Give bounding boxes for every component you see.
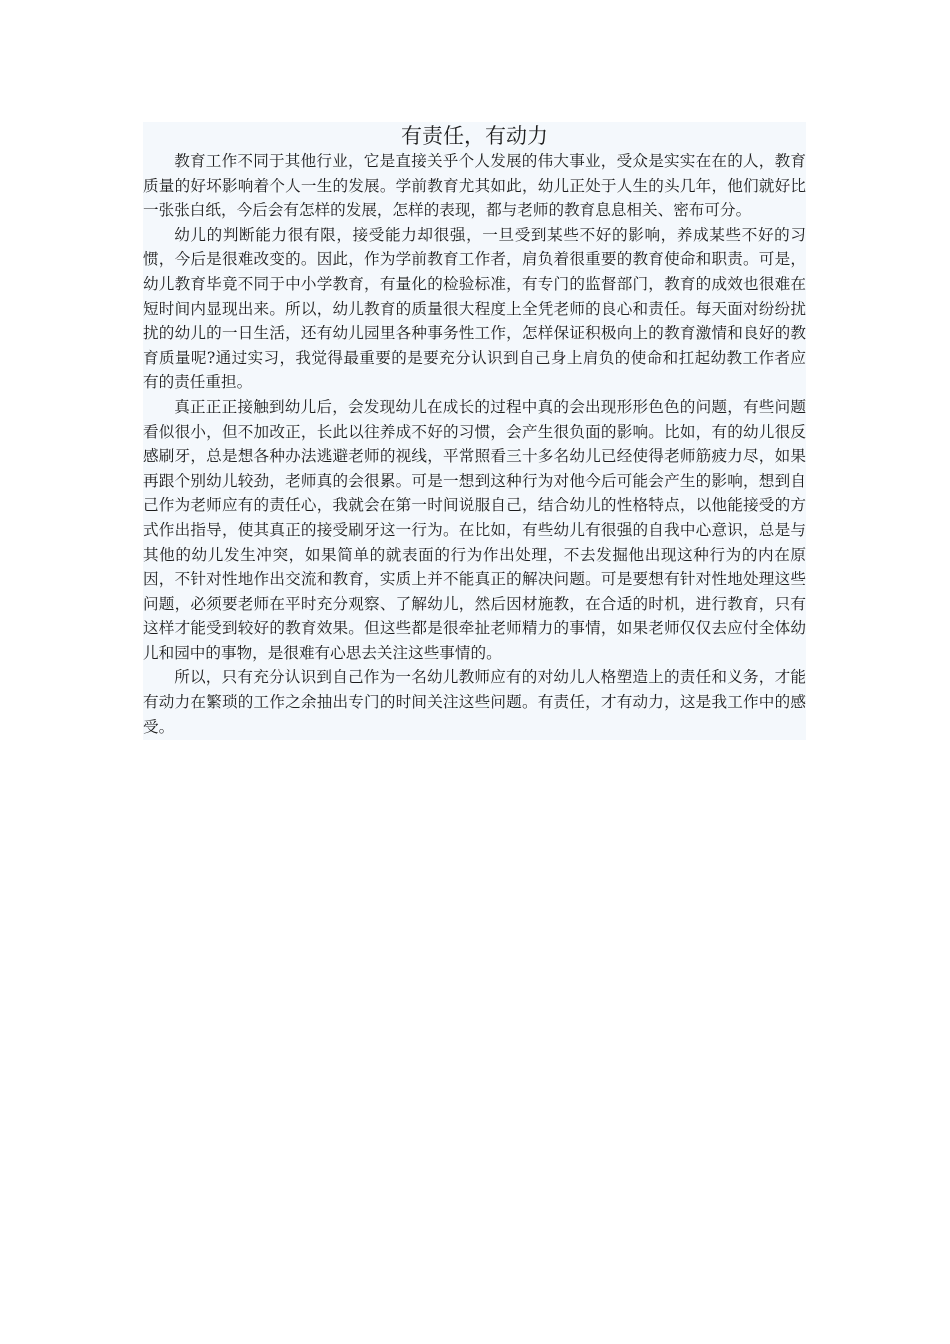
paragraph-4: 所以，只有充分认识到自己作为一名幼儿教师应有的对幼儿人格塑造上的责任和义务，才能有动力在繁琐的工作之余抽出专门的时间关注这些问题。有责任，才有动力，这是我工作中的感受。 xyxy=(143,668,806,736)
paragraph-1: 教育工作不同于其他行业，它是直接关乎个人发展的伟大事业，受众是实实在在的人，教育质量的好坏影响着个人一生的发展。学前教育尤其如此，幼儿正处于人生的头几年，他们就好比一张张白纸，今后会有怎样的发展，怎样的表现，都与老师的教育息息相关、密布可分。 xyxy=(143,152,806,220)
paragraph-2: 幼儿的判断能力很有限，接受能力却很强，一旦受到某些不好的影响，养成某些不好的习惯，今后是很难改变的。因此，作为学前教育工作者，肩负着很重要的教育使命和职责。可是，幼儿教育毕竟不同于中小学教育，有量化的检验标准，有专门的监督部门，教育的成效也很难在短时间内显现出来。所以，幼儿教育的质量很大程度上全凭老师的良心和责任。每天面对纷纷扰扰的幼儿的一日生活，还有幼儿园里各种事务性工作，怎样保证积极向上的教育激情和良好的教育质量呢?通过实习，我觉得最重要的是要充分认识到自己身上肩负的使命和扛起幼教工作者应有的责任重担。 xyxy=(143,225,806,392)
paragraph-3: 真正正正接触到幼儿后，会发现幼儿在成长的过程中真的会出现形形色色的问题，有些问题看似很小，但不加改正，长此以往养成不好的习惯，会产生很负面的影响。比如，有的幼儿很反感刷牙，总是想各种办法逃避老师的视线，平常照看三十多名幼儿已经使得老师筋疲力尽，如果再跟个别幼儿较劲，老师真的会很累。可是一想到这种行为对他今后可能会产生的影响，想到自己作为老师应有的责任心，我就会在第一时间说服自己，结合幼儿的性格特点，以他能接受的方式作出指导，使其真正的接受刷牙这一行为。在比如，有些幼儿有很强的自我中心意识，总是与其他的幼儿发生冲突，如果简单的就表面的行为作出处理，不去发掘他出现这种行为的内在原因，不针对性地作出交流和教育，实质上并不能真正的解决问题。可是要想有针对性地处理这些问题，必须要老师在平时充分观察、了解幼儿，然后因材施教，在合适的时机，进行教育，只有这样才能受到较好的教育效果。但这些都是很牵扯老师精力的事情，如果老师仅仅去应付全体幼儿和园中的事物，是很难有心思去关注这些事情的。 xyxy=(143,397,806,662)
document-title: 有责任，有动力 xyxy=(401,124,548,148)
article xyxy=(143,122,806,740)
